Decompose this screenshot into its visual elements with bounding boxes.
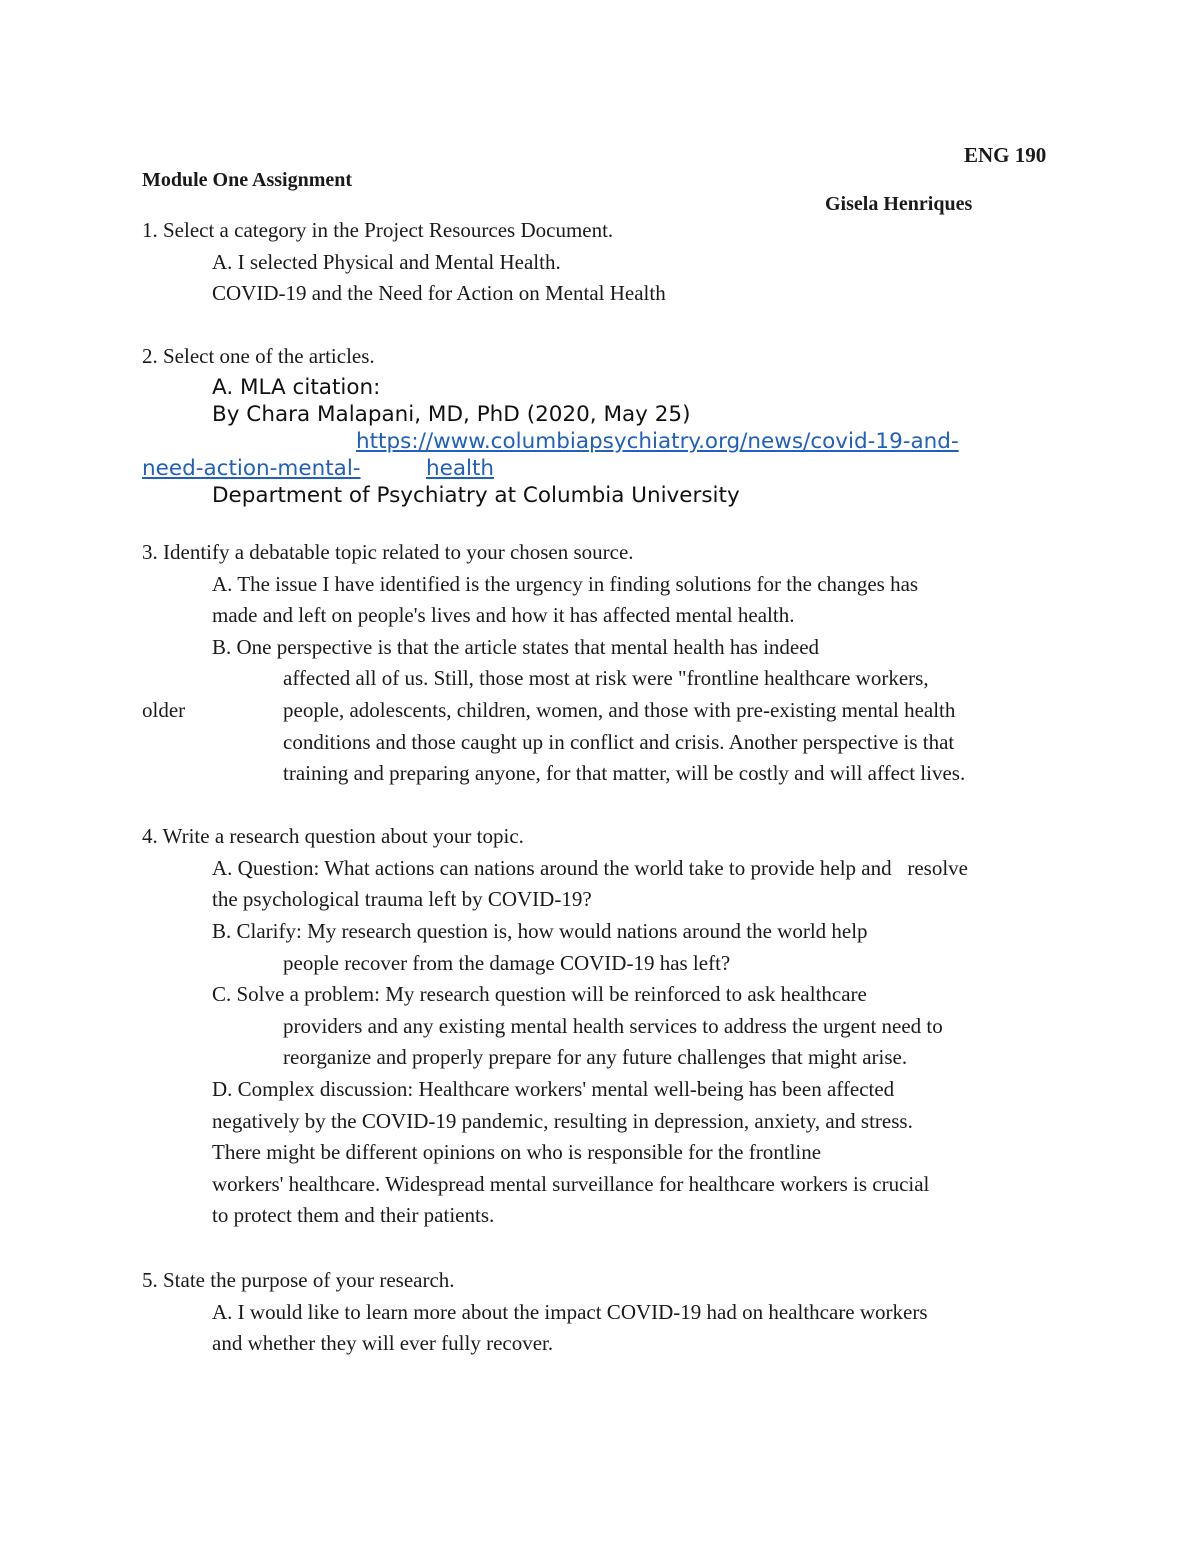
q3-b-line: conditions and those caught up in conflict and crisis. Another perspective is that [283, 730, 955, 754]
q3-b-line-lead: older [142, 698, 186, 722]
q3-prompt: 3. Identify a debatable topic related to your chosen source. [142, 540, 634, 564]
q4-d-line: D. Complex discussion: Healthcare workers' mental well-being has been affected [212, 1077, 895, 1101]
document-title: Module One Assignment [142, 169, 353, 191]
q1-prompt: 1. Select a category in the Project Resources Document. [142, 218, 614, 242]
citation-url-link[interactable]: https://www.columbiapsychiatry.org/news/covid-19-and- [356, 429, 959, 454]
q4-prompt: 4. Write a research question about your topic. [142, 824, 524, 848]
q5-a-line: A. I would like to learn more about the impact COVID-19 had on healthcare workers [212, 1300, 928, 1324]
q4-d-line: negatively by the COVID-19 pandemic, resulting in depression, anxiety, and stress. [212, 1109, 913, 1133]
q1-answer-a: A. I selected Physical and Mental Health. [212, 250, 561, 274]
q3-a-line: A. The issue I have identified is the urgency in finding solutions for the changes has [212, 572, 919, 596]
q3-b-line: people, adolescents, children, women, and those with pre-existing mental health [283, 698, 956, 722]
q4-c-line: providers and any existing mental health services to address the urgent need to [283, 1014, 943, 1038]
q3-b-line: B. One perspective is that the article states that mental health has indeed [212, 635, 820, 659]
citation-byline: By Chara Malapani, MD, PhD (2020, May 25) [212, 402, 691, 427]
q4-a-line: the psychological trauma left by COVID-19? [212, 887, 592, 911]
q5-a-line: and whether they will ever fully recover. [212, 1331, 554, 1355]
q4-b-line: B. Clarify: My research question is, how would nations around the world help [212, 919, 868, 943]
q4-b-line: people recover from the damage COVID-19 has left? [283, 951, 731, 975]
q2-prompt: 2. Select one of the articles. [142, 344, 375, 368]
citation-url-link-cont[interactable]: need-action-mental- [142, 456, 361, 481]
q4-d-line: workers' healthcare. Widespread mental surveillance for healthcare workers is crucial [212, 1172, 930, 1196]
q5-prompt: 5. State the purpose of your research. [142, 1268, 455, 1292]
q3-b-line: training and preparing anyone, for that matter, will be costly and will affect lives. [283, 761, 966, 785]
q4-a-line: A. Question: What actions can nations around the world take to provide help and resolve [212, 856, 968, 880]
citation-publisher: Department of Psychiatry at Columbia University [212, 483, 740, 508]
q4-c-line: C. Solve a problem: My research question will be reinforced to ask healthcare [212, 982, 867, 1006]
citation-url-link-end[interactable]: health [426, 456, 495, 481]
q4-d-line: to protect them and their patients. [212, 1203, 495, 1227]
q4-d-line: There might be different opinions on who is responsible for the frontline [212, 1140, 822, 1164]
q4-c-line: reorganize and properly prepare for any future challenges that might arise. [283, 1045, 908, 1069]
q3-b-line: affected all of us. Still, those most at risk were "frontline healthcare workers, [283, 666, 929, 690]
citation-label: A. MLA citation: [212, 375, 381, 400]
course-code: ENG 190 [964, 143, 1047, 167]
q1-article-title: COVID-19 and the Need for Action on Mental Health [212, 281, 666, 305]
author-name: Gisela Henriques [825, 193, 973, 215]
q3-a-line: made and left on people's lives and how it has affected mental health. [212, 603, 795, 627]
